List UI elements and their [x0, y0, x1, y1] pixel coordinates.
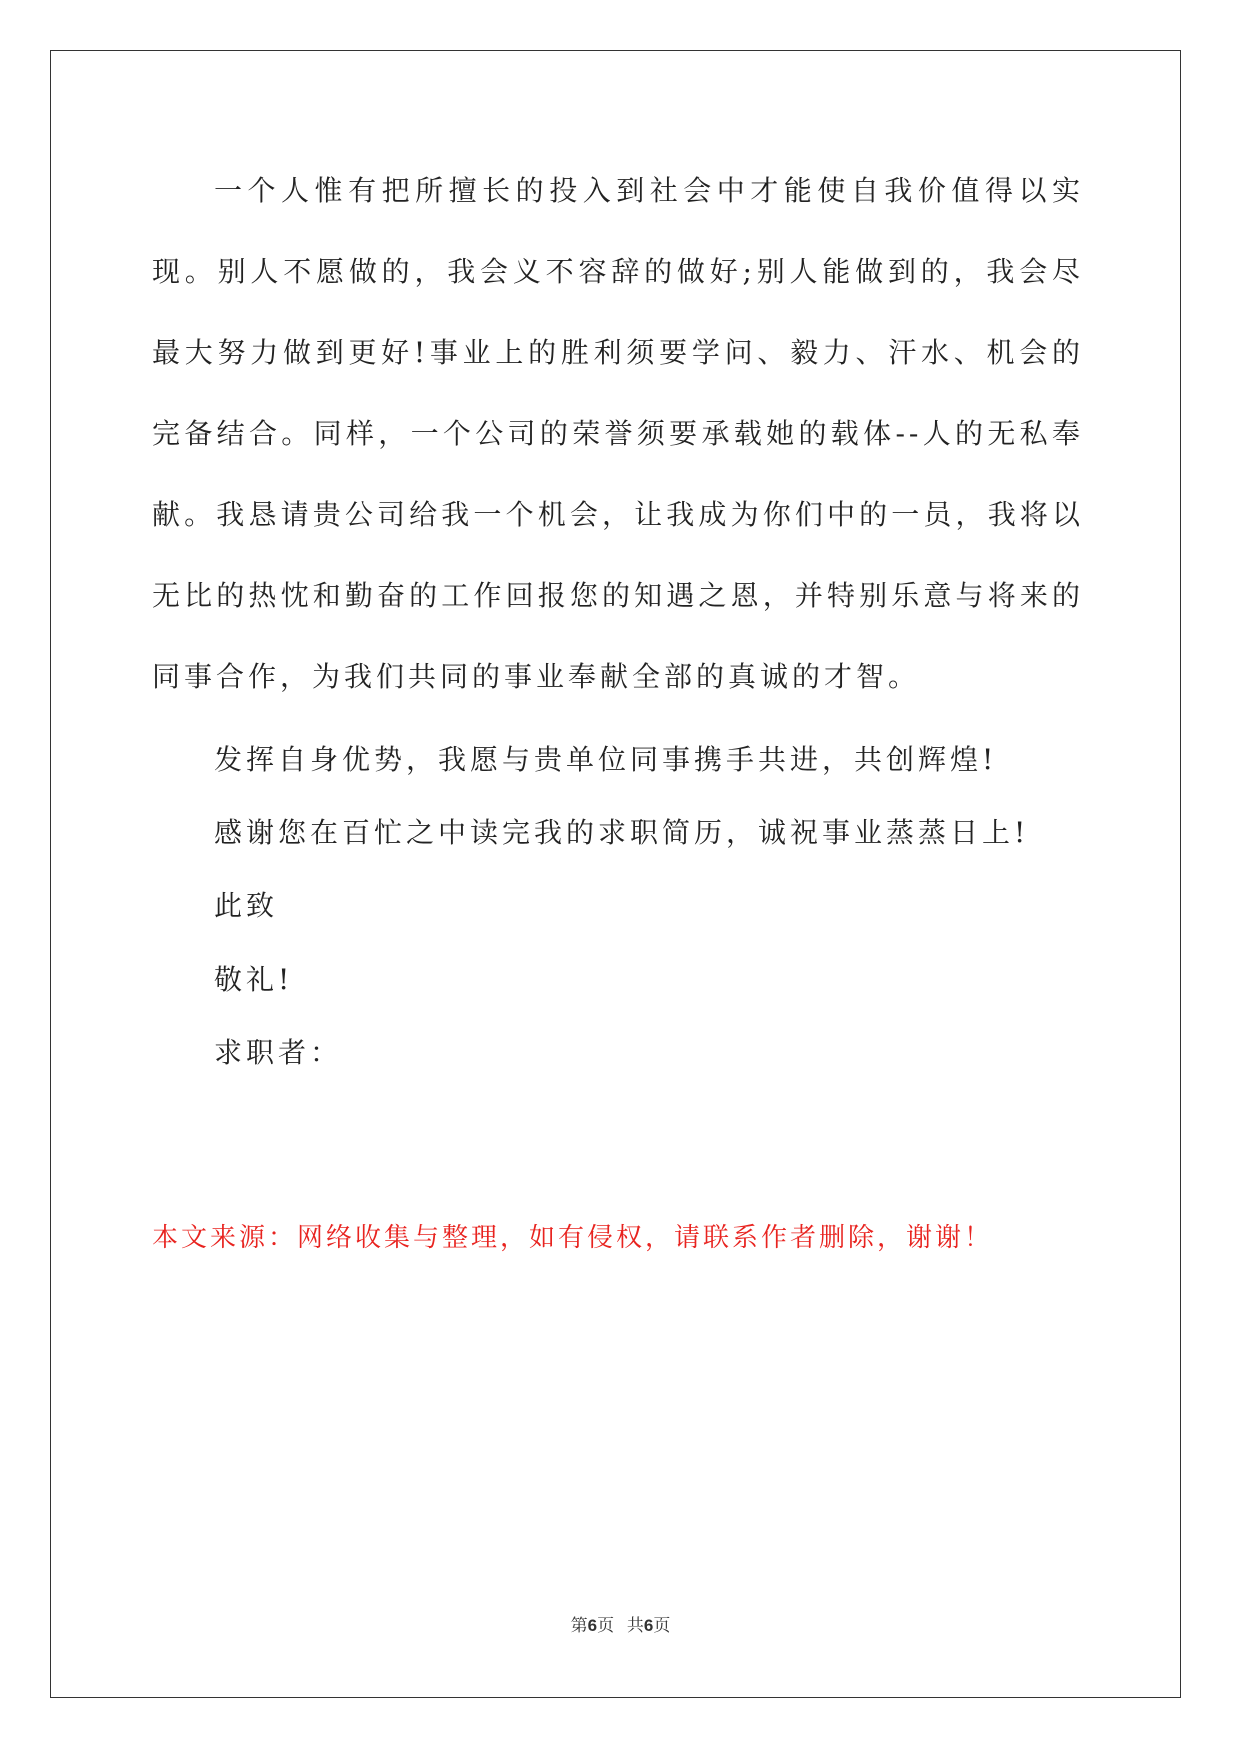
signature-label: 求职者：	[214, 1036, 343, 1069]
footer-total-pages: 6	[643, 1616, 654, 1635]
source-disclaimer: 本文来源：网络收集与整理，如有侵权，请联系作者删除，谢谢！	[152, 1223, 994, 1253]
closing-regards: 敬礼!	[214, 963, 294, 996]
closing-salutation: 此致	[214, 889, 279, 922]
paragraph-advantage: 发挥自身优势，我愿与贵单位同事携手共进，共创辉煌!	[214, 743, 998, 776]
footer-total-suffix: 页	[653, 1616, 671, 1635]
footer-page-word: 页	[597, 1616, 615, 1635]
footer-prefix: 第	[570, 1616, 588, 1635]
page-footer	[0, 1611, 1241, 1636]
footer-current-page: 6	[587, 1616, 598, 1635]
main-paragraph: 一个人惟有把所擅长的投入到社会中才能使自我价值得以实现。别人不愿做的，我会义不容辞的做好;别人能做到的，我会尽最大努力做到更好!事业上的胜利须要学问、毅力、汗水、机会的完备结合。同样，一个公司的荣誉须要承载她的载体--人的无私奉献。我恳请贵公司给我一个机会，让我成为你们中的一员，我将以无比的热忱和勤奋的工作回报您的知遇之恩，并特别乐意与将来的同事合作，为我们共同的事业奉献全部的真诚的才智。	[152, 174, 1084, 693]
paragraph-thanks: 感谢您在百忙之中读完我的求职简历，诚祝事业蒸蒸日上!	[214, 816, 1030, 849]
footer-total-prefix: 共	[626, 1616, 644, 1635]
